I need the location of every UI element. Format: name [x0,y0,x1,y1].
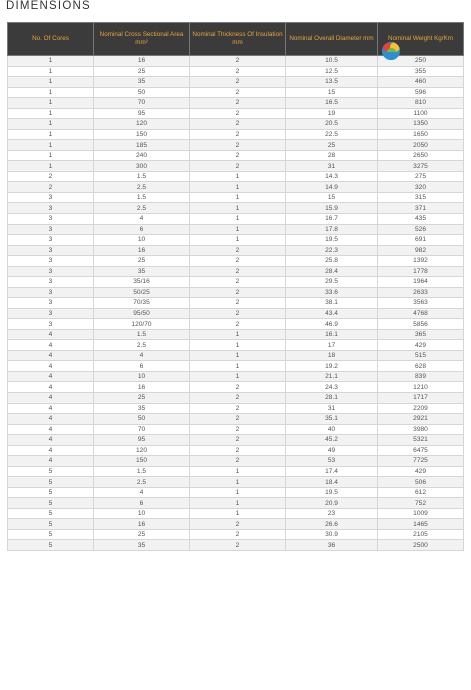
table-row [8,66,464,77]
diameter-cell: 15.9 [286,203,378,214]
cores-cell: 1 [8,129,94,140]
cross-section-cell: 4 [94,213,190,224]
weight-cell: 506 [378,477,464,488]
weight-cell: 250 [378,56,464,67]
table-row [8,298,464,309]
weight-cell: 2633 [378,287,464,298]
cross-section-cell: 50/25 [94,287,190,298]
dimensions-table [7,22,464,551]
insulation-cell: 2 [190,129,286,140]
insulation-cell: 1 [190,340,286,351]
insulation-cell: 2 [190,56,286,67]
table-row [8,119,464,130]
cross-section-cell: 2.5 [94,477,190,488]
insulation-cell: 2 [190,529,286,540]
table-row [8,171,464,182]
cross-section-cell: 95/50 [94,308,190,319]
cores-cell: 3 [8,277,94,288]
cross-section-cell: 1.5 [94,466,190,477]
colorful-circles-logo-icon [382,42,400,60]
insulation-cell: 2 [190,308,286,319]
insulation-cell: 1 [190,371,286,382]
cross-section-cell: 2.5 [94,340,190,351]
weight-cell: 1009 [378,508,464,519]
insulation-cell: 1 [190,361,286,372]
weight-cell: 1392 [378,256,464,267]
weight-cell: 429 [378,466,464,477]
weight-cell: 3275 [378,161,464,172]
cores-cell: 5 [8,466,94,477]
table-row [8,424,464,435]
table-row [8,403,464,414]
diameter-cell: 18 [286,350,378,361]
weight-cell: 4768 [378,308,464,319]
header-nominal-weight [378,23,464,56]
table-row [8,287,464,298]
cores-cell: 5 [8,529,94,540]
diameter-cell: 28.1 [286,393,378,404]
insulation-cell: 1 [190,192,286,203]
cross-section-cell: 35 [94,540,190,551]
cross-section-cell: 70/35 [94,298,190,309]
weight-cell: 752 [378,498,464,509]
weight-cell: 691 [378,235,464,246]
cores-cell: 4 [8,435,94,446]
table-row [8,203,464,214]
table-header [8,23,464,56]
diameter-cell: 10.5 [286,56,378,67]
insulation-cell: 2 [190,435,286,446]
cross-section-cell: 70 [94,424,190,435]
cores-cell: 1 [8,87,94,98]
cross-section-cell: 25 [94,66,190,77]
weight-cell: 1650 [378,129,464,140]
insulation-cell: 2 [190,140,286,151]
insulation-cell: 2 [190,519,286,530]
weight-cell: 371 [378,203,464,214]
cross-section-cell: 16 [94,56,190,67]
cores-cell: 5 [8,498,94,509]
insulation-cell: 2 [190,393,286,404]
insulation-cell: 2 [190,266,286,277]
weight-cell: 6475 [378,445,464,456]
diameter-cell: 12.5 [286,66,378,77]
cores-cell: 3 [8,245,94,256]
table-row [8,245,464,256]
diameter-cell: 19 [286,108,378,119]
cores-cell: 1 [8,98,94,109]
insulation-cell: 2 [190,108,286,119]
cross-section-cell: 16 [94,519,190,530]
table-row [8,540,464,551]
diameter-cell: 53 [286,456,378,467]
cores-cell: 3 [8,308,94,319]
cross-section-cell: 185 [94,140,190,151]
table-row [8,498,464,509]
insulation-cell: 1 [190,203,286,214]
cross-section-cell: 35 [94,77,190,88]
table-row [8,519,464,530]
weight-cell: 2921 [378,414,464,425]
insulation-cell: 2 [190,77,286,88]
cores-cell: 4 [8,393,94,404]
diameter-cell: 28.4 [286,266,378,277]
diameter-cell: 19.5 [286,487,378,498]
diameter-cell: 38.1 [286,298,378,309]
insulation-cell: 1 [190,213,286,224]
weight-cell: 3563 [378,298,464,309]
insulation-cell: 2 [190,277,286,288]
cross-section-cell: 10 [94,235,190,246]
cores-cell: 3 [8,213,94,224]
insulation-cell: 1 [190,224,286,235]
table-row [8,361,464,372]
diameter-cell: 18.4 [286,477,378,488]
insulation-cell: 1 [190,508,286,519]
cores-cell: 1 [8,108,94,119]
diameter-cell: 31 [286,161,378,172]
cross-section-cell: 4 [94,350,190,361]
weight-cell: 5321 [378,435,464,446]
insulation-cell: 1 [190,498,286,509]
weight-cell: 2500 [378,540,464,551]
cores-cell: 5 [8,477,94,488]
cores-cell: 4 [8,424,94,435]
diameter-cell: 23 [286,508,378,519]
insulation-cell: 2 [190,319,286,330]
diameter-cell: 33.6 [286,287,378,298]
diameter-cell: 14.9 [286,182,378,193]
weight-cell: 612 [378,487,464,498]
cross-section-cell: 10 [94,371,190,382]
diameter-cell: 16.7 [286,213,378,224]
table-row [8,435,464,446]
diameter-cell: 13.5 [286,77,378,88]
cores-cell: 3 [8,266,94,277]
cross-section-cell: 25 [94,256,190,267]
diameter-cell: 21.1 [286,371,378,382]
insulation-cell: 2 [190,382,286,393]
cross-section-cell: 16 [94,382,190,393]
table-row [8,319,464,330]
cross-section-cell: 95 [94,435,190,446]
diameter-cell: 14.3 [286,171,378,182]
table-row [8,235,464,246]
weight-cell: 515 [378,350,464,361]
insulation-cell: 2 [190,245,286,256]
header-nominal-weight-label: Nominal Weight Kg/Km [388,35,453,42]
diameter-cell: 46.9 [286,319,378,330]
diameter-cell: 15 [286,87,378,98]
table-row [8,371,464,382]
insulation-cell: 1 [190,350,286,361]
table-row [8,150,464,161]
table-row [8,277,464,288]
cores-cell: 3 [8,235,94,246]
cross-section-cell: 1.5 [94,171,190,182]
weight-cell: 839 [378,371,464,382]
insulation-cell: 2 [190,445,286,456]
cores-cell: 4 [8,350,94,361]
insulation-cell: 2 [190,119,286,130]
cross-section-cell: 240 [94,150,190,161]
table-row [8,192,464,203]
cross-section-cell: 50 [94,87,190,98]
diameter-cell: 17.4 [286,466,378,477]
cross-section-cell: 25 [94,393,190,404]
cross-section-cell: 6 [94,224,190,235]
cores-cell: 3 [8,319,94,330]
insulation-cell: 2 [190,424,286,435]
diameter-cell: 16.1 [286,329,378,340]
table-row [8,456,464,467]
table-row [8,329,464,340]
diameter-cell: 31 [286,403,378,414]
cross-section-cell: 150 [94,456,190,467]
table-row [8,445,464,456]
weight-cell: 1350 [378,119,464,130]
table-row [8,266,464,277]
insulation-cell: 1 [190,477,286,488]
weight-cell: 355 [378,66,464,77]
weight-cell: 810 [378,98,464,109]
insulation-cell: 2 [190,414,286,425]
cores-cell: 1 [8,77,94,88]
insulation-cell: 2 [190,66,286,77]
table-row [8,77,464,88]
table-row [8,477,464,488]
cross-section-cell: 70 [94,98,190,109]
diameter-cell: 22.3 [286,245,378,256]
cross-section-cell: 2.5 [94,182,190,193]
diameter-cell: 24.3 [286,382,378,393]
cores-cell: 4 [8,382,94,393]
cross-section-cell: 25 [94,529,190,540]
cross-section-cell: 6 [94,498,190,509]
cores-cell: 3 [8,256,94,267]
cross-section-cell: 120 [94,119,190,130]
table-row [8,98,464,109]
weight-cell: 320 [378,182,464,193]
cores-cell: 1 [8,161,94,172]
cores-cell: 1 [8,66,94,77]
table-row [8,213,464,224]
diameter-cell: 17 [286,340,378,351]
diameter-cell: 20.9 [286,498,378,509]
diameter-cell: 35.1 [286,414,378,425]
cores-cell: 3 [8,224,94,235]
header-no-of-cores: No. Of Cores [8,23,94,56]
weight-cell: 3980 [378,424,464,435]
diameter-cell: 19.2 [286,361,378,372]
weight-cell: 2650 [378,150,464,161]
diameter-cell: 19.5 [286,235,378,246]
cores-cell: 4 [8,403,94,414]
table-row [8,140,464,151]
weight-cell: 2209 [378,403,464,414]
header-row [8,23,464,56]
cores-cell: 4 [8,456,94,467]
diameter-cell: 36 [286,540,378,551]
diameter-cell: 25.8 [286,256,378,267]
weight-cell: 315 [378,192,464,203]
cross-section-cell: 120 [94,445,190,456]
cross-section-cell: 35 [94,266,190,277]
cross-section-cell: 35/16 [94,277,190,288]
diameter-cell: 22.5 [286,129,378,140]
insulation-cell: 2 [190,161,286,172]
cores-cell: 3 [8,287,94,298]
table-row [8,466,464,477]
cores-cell: 1 [8,119,94,130]
table-row [8,224,464,235]
cores-cell: 5 [8,540,94,551]
header-insulation-thickness: Nominal Thickness Of Insulation mm [190,23,286,56]
insulation-cell: 2 [190,87,286,98]
table-row [8,129,464,140]
insulation-cell: 2 [190,298,286,309]
diameter-cell: 45.2 [286,435,378,446]
weight-cell: 1210 [378,382,464,393]
table-row [8,308,464,319]
insulation-cell: 1 [190,487,286,498]
table-row [8,487,464,498]
insulation-cell: 1 [190,235,286,246]
diameter-cell: 29.5 [286,277,378,288]
weight-cell: 435 [378,213,464,224]
weight-cell: 275 [378,171,464,182]
cores-cell: 2 [8,171,94,182]
diameter-cell: 43.4 [286,308,378,319]
cores-cell: 4 [8,340,94,351]
cross-section-cell: 150 [94,129,190,140]
cross-section-cell: 1.5 [94,192,190,203]
insulation-cell: 1 [190,466,286,477]
diameter-cell: 16.5 [286,98,378,109]
weight-cell: 1778 [378,266,464,277]
diameter-cell: 17.8 [286,224,378,235]
table-row [8,87,464,98]
insulation-cell: 2 [190,287,286,298]
insulation-cell: 1 [190,182,286,193]
weight-cell: 1717 [378,393,464,404]
cores-cell: 4 [8,361,94,372]
cross-section-cell: 6 [94,361,190,372]
insulation-cell: 2 [190,456,286,467]
weight-cell: 1465 [378,519,464,530]
diameter-cell: 40 [286,424,378,435]
cores-cell: 4 [8,445,94,456]
diameter-cell: 49 [286,445,378,456]
cross-section-cell: 120/70 [94,319,190,330]
weight-cell: 1100 [378,108,464,119]
weight-cell: 460 [378,77,464,88]
cores-cell: 4 [8,371,94,382]
diameter-cell: 30.9 [286,529,378,540]
weight-cell: 365 [378,329,464,340]
insulation-cell: 2 [190,540,286,551]
cross-section-cell: 10 [94,508,190,519]
insulation-cell: 2 [190,98,286,109]
cross-section-cell: 16 [94,245,190,256]
cross-section-cell: 50 [94,414,190,425]
table-row [8,182,464,193]
diameter-cell: 25 [286,140,378,151]
table-row [8,108,464,119]
cross-section-cell: 95 [94,108,190,119]
weight-cell: 982 [378,245,464,256]
cores-cell: 2 [8,182,94,193]
weight-cell: 2105 [378,529,464,540]
table-row [8,414,464,425]
table-row [8,382,464,393]
insulation-cell: 2 [190,150,286,161]
header-overall-diameter: Nominal Overall Diameter mm [286,23,378,56]
cross-section-cell: 1.5 [94,329,190,340]
weight-cell: 1964 [378,277,464,288]
cores-cell: 1 [8,56,94,67]
weight-cell: 5856 [378,319,464,330]
table-row [8,340,464,351]
insulation-cell: 2 [190,403,286,414]
cores-cell: 3 [8,298,94,309]
table-row [8,161,464,172]
cores-cell: 3 [8,203,94,214]
weight-cell: 628 [378,361,464,372]
cores-cell: 1 [8,150,94,161]
diameter-cell: 26.6 [286,519,378,530]
insulation-cell: 2 [190,256,286,267]
cross-section-cell: 2.5 [94,203,190,214]
cross-section-cell: 4 [94,487,190,498]
insulation-cell: 1 [190,171,286,182]
cores-cell: 4 [8,414,94,425]
weight-cell: 526 [378,224,464,235]
insulation-cell: 1 [190,329,286,340]
header-cross-sectional-area: Nominal Cross Sectional Area mm² [94,23,190,56]
cores-cell: 3 [8,192,94,203]
table-row [8,529,464,540]
page-title: DIMENSIONS [6,0,91,12]
table-row [8,350,464,361]
table-row [8,508,464,519]
cross-section-cell: 35 [94,403,190,414]
table-body [8,56,464,551]
diameter-cell: 20.5 [286,119,378,130]
diameter-cell: 15 [286,192,378,203]
diameter-cell: 28 [286,150,378,161]
cores-cell: 5 [8,508,94,519]
table-row [8,393,464,404]
weight-cell: 2050 [378,140,464,151]
cross-section-cell: 300 [94,161,190,172]
cores-cell: 5 [8,519,94,530]
cores-cell: 4 [8,329,94,340]
cores-cell: 1 [8,140,94,151]
cores-cell: 5 [8,487,94,498]
weight-cell: 596 [378,87,464,98]
weight-cell: 429 [378,340,464,351]
table-row [8,256,464,267]
weight-cell: 7725 [378,456,464,467]
